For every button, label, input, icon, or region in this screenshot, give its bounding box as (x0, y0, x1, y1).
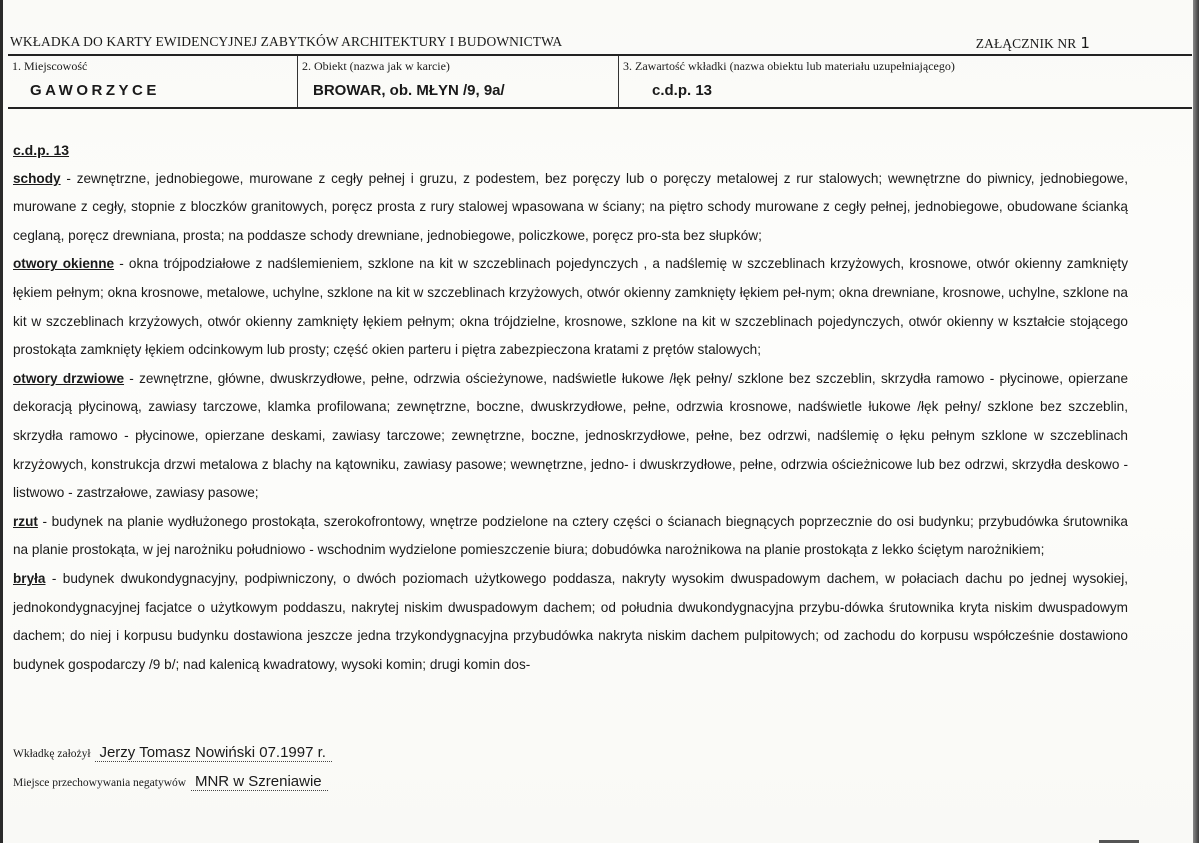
section-massing (13, 565, 1128, 679)
section-keyword: rzut (13, 513, 38, 529)
section-keyword: bryła (13, 570, 46, 586)
section-text: - budynek dwukondygnacyjny, podpiwniczony, o dwóch poziomach użytkowego poddasza, nakryty wysokim dwuspadowym dachem, w połaciach dachu po jednej wysokiej, jednokondygnacyjnej facjatce o użytkowym poddaszu, nakrytej niskim dwuspadowym dachem; od południa dwukondygnacyjna przybu-dówka śrutownika kryta niskim dwuspadowym dachem; do niej i korpusu budynku dostawiona jeszcze jedna trzykondygnacyjna przybudówka nakryta niskim dachem pulpitowych; od zachodu do korpusu współcześnie dostawiono budynek gospodarczy /9 b/; nad kalenicą kwadratowy, wysoki komin; drugi komin dos- (13, 570, 1128, 672)
section-text: - zewnętrzne, jednobiegowe, murowane z cegły pełnej i gruzu, z podestem, bez poręczy lub o poręczy metalowej z rur stalowych; wewnętrzne do piwnicy, jednobiegowe, murowane z cegły, stopnie z bloczków granitowych, poręcz prosta z rury stalowej wpasowana w ściany; na piętro schody murowane z cegły pełnej, jednobiegowe, obudowane ścianką ceglaną, poręcz drewniana, prosta; na poddasze schody drewniane, jednobiegowe, policzkowe, poręcz pro-sta bez słupków; (13, 170, 1128, 243)
field-object-label: 2. Obiekt (nazwa jak w karcie) (302, 59, 450, 73)
field-locality (8, 56, 297, 107)
field-content (618, 56, 1193, 107)
section-keyword: otwory okienne (13, 256, 115, 272)
section-doors (13, 365, 1128, 508)
section-windows (13, 250, 1128, 364)
field-object (297, 56, 619, 107)
document-body (13, 136, 1128, 679)
section-text: - budynek na planie wydłużonego prostokąta, szerokofrontowy, wnętrze podzielone na cztery części o ścianach biegnących poprzecznie do osi budynku; przybudówka śrutownika na planie prostokąta, w jej narożniku południowo - wschodnim wydzielone pomieszczenie biura; dobudówka narożnikowa na planie prostokąta z lekko ściętym narożnikiem; (13, 513, 1128, 558)
section-text: - zewnętrzne, główne, dwuskrzydłowe, pełne, odrzwia ościeżynowe, nadświetle łukowe /łęk pełny/ szklone bez szczeblin, skrzydła ramowo - płycinowe, opierzane dekoracją płycinową, zawiasy tarczowe, klamka profilowana; zewnętrzne, boczne, dwuskrzydłowe, pełne, odrzwia krosnowe, nadświetle łukowe /łęk pełny/ szklone bez szczeblin, skrzydła ramowo - płycinowe, opierzane deskami, zawiasy tarczowe; zewnętrzne, boczne, jednoskrzydłowe, pełne, bez odrzwi, nadślemię o łęku pełnym szklone w szczeblinach krzyżowych, konstrukcja drzwi metalowa z blachy na kątowniku, zawiasy pasowe; wewnętrzne, jedno- i dwuskrzydłowe, pełne, odrzwia ościeżnicowe lub bez odrzwi, skrzydła deskowo - listwowo - zastrzałowe, zawiasy pasowe; (13, 370, 1129, 501)
footer-author-value: Jerzy Tomasz Nowiński 07.1997 r. (95, 744, 332, 762)
field-content-label: 3. Zawartość wkładki (nazwa obiektu lub materiału uzupełniającego) (623, 59, 955, 73)
field-locality-label: 1. Miejscowość (12, 59, 88, 73)
section-plan (13, 508, 1128, 565)
footer-storage-value: MNR w Szreniawie (191, 773, 328, 791)
continuation-heading: c.d.p. 13 (13, 142, 70, 158)
form-fields-row (8, 56, 1192, 107)
section-text: - okna trójpodziałowe z nadślemieniem, szklone na kit w szczeblinach pojedynczych , a nadślemię w szczeblinach krzyżowych, krosnowe, otwór okienny zamknięty łękiem pełnym; okna krosnowe, metalowe, uchylne, szklone na kit w szczeblinach krzyżowych, otwór okienny zamknięty łękiem peł-nym; okna drewniane, krosnowe, uchylne, szklone na kit w szczeblinach krzyżowych, otwór okienny zamknięty łękiem pełnym; okna trójdzielne, krosnowe, szklone na kit w szczeblinach pojedynczych, otwór okienny w kształcie stojącego prostokąta zamknięty łękiem odcinkowym lub prosty; część okien parteru i piętra zabezpieczona kratami z prętów stalowych; (13, 256, 1128, 358)
footer-author (13, 744, 332, 761)
form-title: WKŁADKA DO KARTY EWIDENCYJNEJ ZABYTKÓW ARCHITEKTURY I BUDOWNICTWA (10, 34, 563, 49)
section-stairs (13, 165, 1128, 251)
annex-label: ZAŁĄCZNIK NR (975, 36, 1077, 51)
section-keyword: otwory drzwiowe (13, 370, 125, 386)
footer-storage (13, 773, 328, 790)
footer-storage-label: Miejsce przechowywania negatywów (13, 777, 187, 789)
section-keyword: schody (13, 170, 61, 186)
scan-edge-right (1193, 0, 1199, 843)
field-locality-value: GAWORZYCE (30, 82, 160, 99)
annex-label-group (976, 34, 1090, 52)
field-content-value: c.d.p. 13 (652, 82, 713, 99)
header-rule-bottom (8, 107, 1192, 109)
scan-edge-left (0, 0, 3, 843)
field-object-value: BROWAR, ob. MŁYN /9, 9a/ (313, 82, 505, 99)
annex-number: 1 (1080, 34, 1090, 52)
footer-author-label: Wkładkę założył (13, 748, 91, 760)
